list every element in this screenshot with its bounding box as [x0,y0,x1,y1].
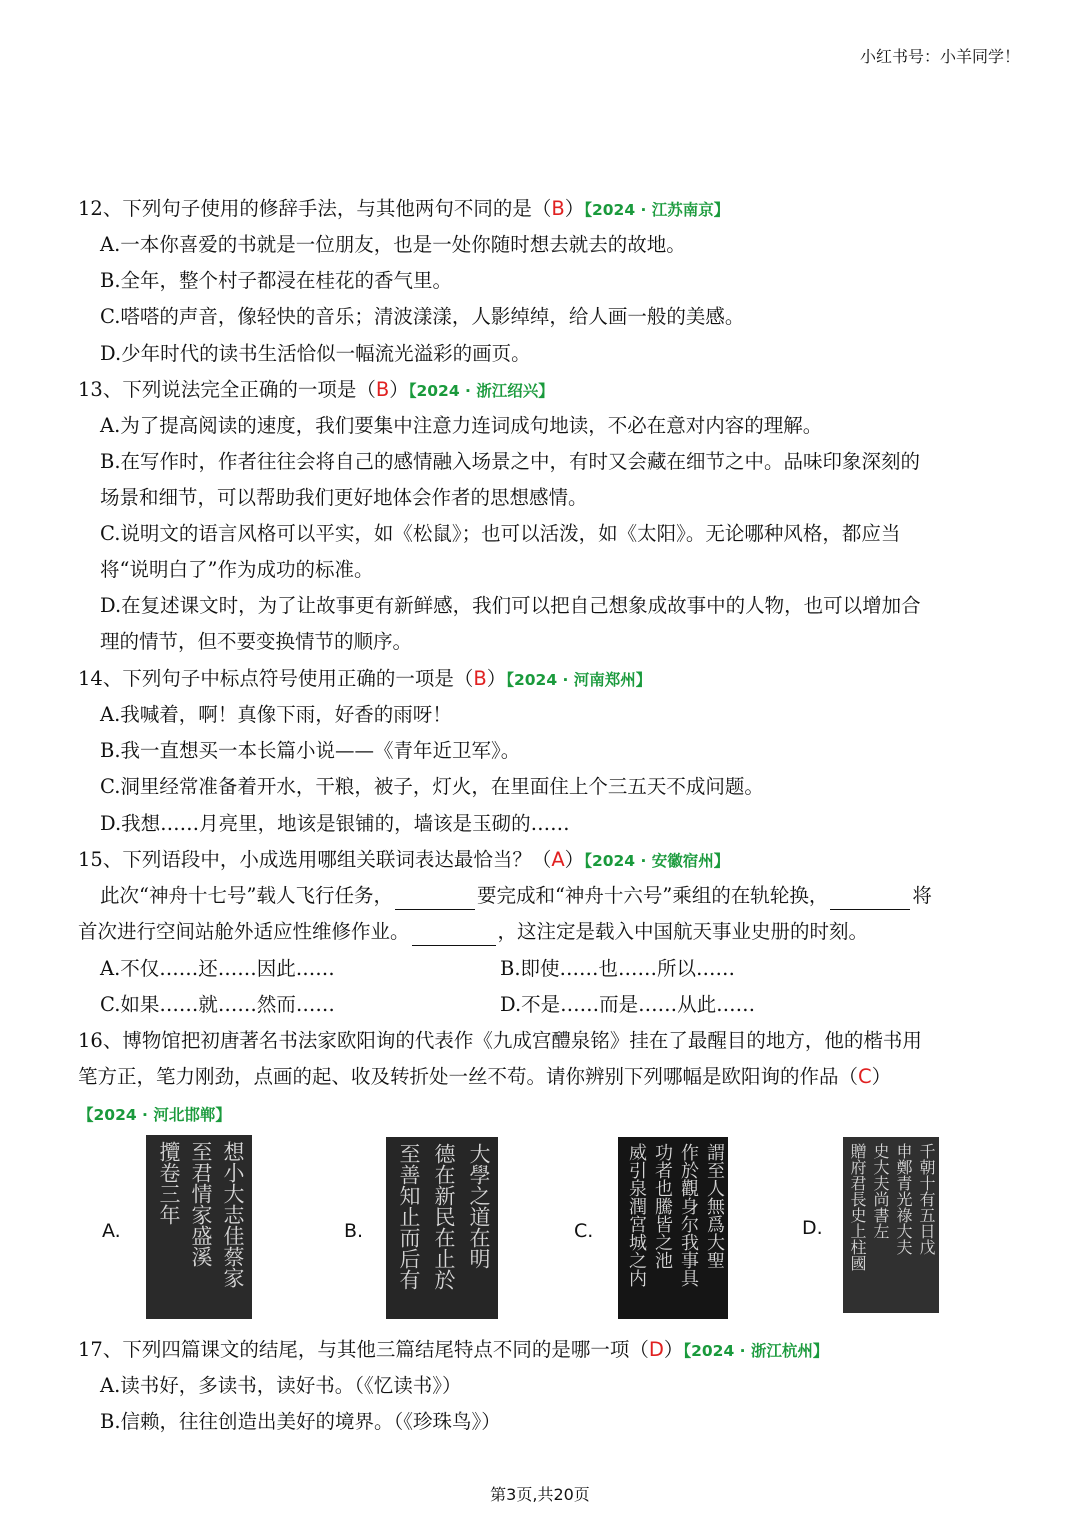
option-line: D.我想……月亮里，地该是银铺的，墙该是玉砌的…… [100,812,570,835]
answer-mark: B [375,378,390,401]
source-tag: 【2024 · 河南郑州】 [506,671,652,689]
source-tag: 【2024 · 江苏南京】 [584,201,730,219]
page-footer: 第3页,共20页 [490,1485,590,1504]
source-line [78,1100,231,1129]
calligraphy-image-d: 千朝十有五日戊 申鄭青光祿大夫 史大夫尚書左 贈府君長史上柱國 [843,1137,939,1313]
option-label-b: B. [344,1220,364,1242]
answer-mark: B [473,667,487,690]
answer-mark: C [858,1065,872,1088]
option-line: C.如果……就……然而…… [100,993,335,1016]
option-line: D.少年时代的读书生活恰似一幅流光溢彩的画页。 [100,342,531,365]
option-label-d: D. [802,1217,823,1239]
option-line: B.全年，整个村子都浸在桂花的香气里。 [100,269,453,292]
answer-mark: B [551,197,565,220]
option-line: A.不仅……还……因此…… [100,957,335,980]
question-14-stem: 14、下列句子中标点符号使用正确的一项是（B）【2024 · 河南郑州】 [78,667,652,690]
option-line: 将“说明白了”作为成功的标准。 [100,558,374,581]
source-tag: 【2024 · 浙江绍兴】 [408,382,554,400]
fill-blank [395,887,475,910]
passage-line: 首次进行空间站舱外适应性维修作业。 ，这注定是载入中国航天事业史册的时刻。 [78,918,868,946]
question-15-stem: 15、下列语段中，小成选用哪组关联词表达最恰当？（A）【2024 · 安徽宿州】 [78,848,730,871]
option-line: C.嗒嗒的声音，像轻快的音乐；清波漾漾，人影绰绰，给人画一般的美感。 [100,305,745,328]
option-label-a: A. [102,1220,121,1242]
option-line: B.信赖，往往创造出美好的境界。（《珍珠鸟》） [100,1410,501,1433]
source-tag: 【2024 · 浙江杭州】 [683,1342,829,1360]
option-line: D.不是……而是……从此…… [500,993,756,1016]
option-line: C.洞里经常准备着开水，干粮，被子，灯火，在里面住上个三五天不成问题。 [100,775,764,798]
option-line: B.我一直想买一本长篇小说——《青年近卫军》。 [100,739,521,762]
calligraphy-image-a: 想小大志佳蔡家 至君情家盛溪 攬卷三年 [146,1135,252,1319]
option-line: C.说明文的语言风格可以平实，如《松鼠》；也可以活泼，如《太阳》。无论哪种风格，都应当 [100,522,901,545]
fill-blank [830,887,910,910]
answer-mark: D [648,1338,664,1361]
option-line: A.我喊着，啊！真像下雨，好香的雨呀！ [100,703,452,726]
option-line: 场景和细节，可以帮助我们更好地体会作者的思想感情。 [100,486,588,509]
option-line: A.读书好，多读书，读好书。（《忆读书》） [100,1374,462,1397]
option-line: B.在写作时，作者往往会将自己的感情融入场景之中，有时又会藏在细节之中。品味印象深刻的 [100,450,921,473]
option-line: A.一本你喜爱的书就是一位朋友，也是一处你随时想去就去的故地。 [100,233,686,256]
passage-line: 此次“神舟十七号”载人飞行任务， 要完成和“神舟十六号”乘组的在轨轮换， 将 [100,882,932,910]
option-label-c: C. [574,1220,594,1242]
question-13-stem: 13、下列说法完全正确的一项是（B）【2024 · 浙江绍兴】 [78,378,554,401]
option-line: 理的情节，但不要变换情节的顺序。 [100,630,413,653]
answer-mark: A [551,848,565,871]
source-tag: 【2024 · 安徽宿州】 [584,852,730,870]
option-line: B.即使……也……所以…… [500,957,736,980]
question-16-stem-cont: 笔方正，笔力刚劲，点画的起、收及转折处一丝不苟。请你辨别下列哪幅是欧阳询的作品（C） [78,1065,892,1088]
option-line: A.为了提高阅读的速度，我们要集中注意力连词成句地读，不必在意对内容的理解。 [100,414,823,437]
option-line: D.在复述课文时，为了让故事更有新鲜感，我们可以把自己想象成故事中的人物，也可以增加合 [100,594,921,617]
question-17-stem: 17、下列四篇课文的结尾，与其他三篇结尾特点不同的是哪一项（D）【2024 · 浙江杭州】 [78,1338,829,1361]
page-header: 小红书号：小羊同学！ [859,47,1020,66]
calligraphy-image-b: 大學之道在明 德在新民在止於 至善知止而后有 [386,1137,498,1319]
source-tag: 【2024 · 河北邯郸】 [78,1106,231,1124]
question-12-stem: 12、下列句子使用的修辞手法，与其他两句不同的是（B）【2024 · 江苏南京】 [78,197,730,220]
fill-blank [412,923,496,946]
calligraphy-image-c: 謂至人無爲大聖 作於觀身尔我事具 功者也騰皆之池 威引泉潤宮城之内 [618,1137,728,1319]
question-16-stem: 16、博物馆把初唐著名书法家欧阳询的代表作《九成宫醴泉铭》挂在了最醒目的地方，他的楷书用 [78,1029,922,1052]
